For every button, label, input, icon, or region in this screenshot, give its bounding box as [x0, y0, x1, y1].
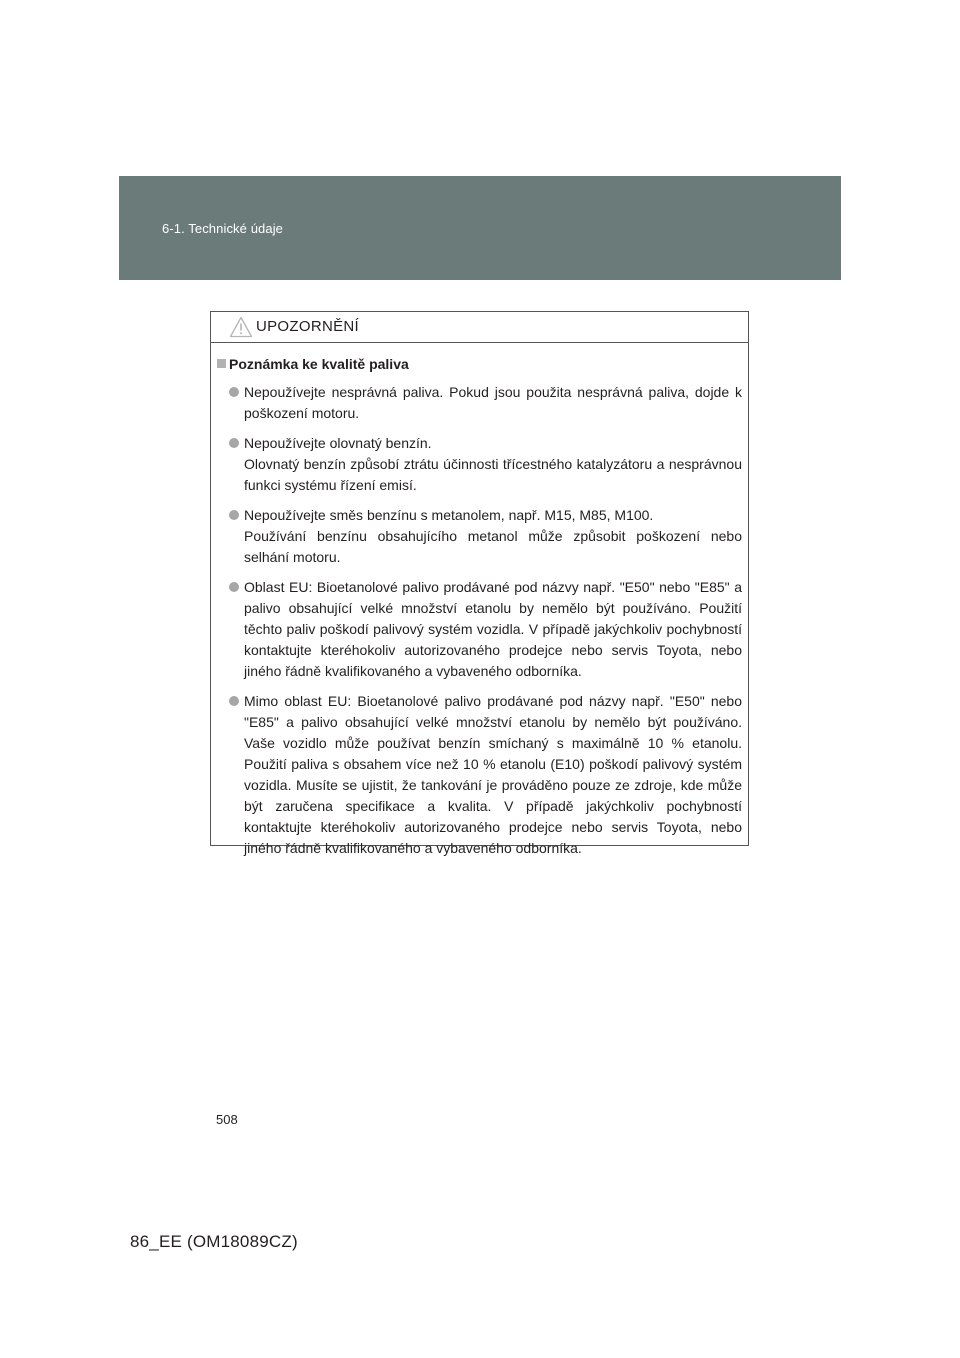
header-band: [119, 176, 841, 280]
round-bullet-icon: [229, 696, 239, 706]
bullet-text: [244, 577, 742, 682]
fuel-quality-heading: [217, 354, 742, 374]
caution-title: UPOZORNĚNÍ: [256, 318, 360, 335]
bullet-line: Mimo oblast EU: Bioetanolové palivo prodávané pod názvy např. "E50" nebo "E85" a palivo obsahující velké množství etanolu by nemělo být používáno. Vaše vozidlo může používat benzín smíchaný s maximálně 10 % etanolu. Použití paliva s obsahem více než 10 % etanolu (E10) poškodí palivový systém vozidla. Musíte se ujistit, že tankování je prováděno pouze ze zdroje, kde může být zaručena specifikace a kvalita. V případě jakýchkoliv pochybností kontaktujte kteréhokoliv autorizovaného prodejce nebo servis Toyota, nebo jiného řádně kvalifikovaného a vybaveného odborníka.: [244, 693, 742, 856]
bullet-text: [244, 691, 742, 859]
bullet-line: Oblast EU: Bioetanolové palivo prodávané pod názvy např. "E50" nebo "E85" a palivo obsahující velké množství etanolu by nemělo být používáno. Použití těchto paliv poškodí palivový systém vozidla. V případě jakýchkoliv pochybností kontaktujte kteréhokoliv autorizovaného prodejce nebo servis Toyota, nebo jiného řádně kvalifikovaného a vybaveného odborníka.: [244, 579, 742, 679]
document-code: 86_EE (OM18089CZ): [130, 1232, 298, 1251]
bullet-text: [244, 505, 742, 568]
caution-header: [211, 312, 748, 343]
page-number: 508: [216, 1112, 238, 1127]
fuel-quality-heading-text: Poznámka ke kvalitě paliva: [229, 356, 409, 372]
bullet-line: Používání benzínu obsahujícího metanol může způsobit poškození nebo selhání motoru.: [244, 528, 742, 565]
round-bullet-icon: [229, 438, 239, 448]
bullet-item: [217, 433, 742, 496]
round-bullet-icon: [229, 510, 239, 520]
bullet-text: [244, 382, 742, 424]
caution-box: [210, 311, 749, 856]
section-label: 6-1. Technické údaje: [162, 221, 284, 236]
bullet-text: [244, 433, 742, 496]
bullet-line: Nepoužívejte nesprávná paliva. Pokud jsou použita nesprávná paliva, dojde k poškození motoru.: [244, 384, 742, 421]
round-bullet-icon: [229, 387, 239, 397]
warning-triangle-icon: [229, 316, 253, 338]
bullet-line: Olovnatý benzín způsobí ztrátu účinnosti třícestného katalyzátoru a nesprávnou funkci systému řízení emisí.: [244, 456, 742, 493]
square-bullet-icon: [217, 359, 226, 368]
bullet-line: Nepoužívejte směs benzínu s metanolem, např. M15, M85, M100.: [244, 507, 654, 523]
caution-body: [211, 343, 748, 859]
round-bullet-icon: [229, 582, 239, 592]
bullet-line: Nepoužívejte olovnatý benzín.: [244, 435, 432, 451]
bullet-item: [217, 691, 742, 859]
bullet-item: [217, 382, 742, 424]
bullet-item: [217, 577, 742, 682]
bullet-item: [217, 505, 742, 568]
